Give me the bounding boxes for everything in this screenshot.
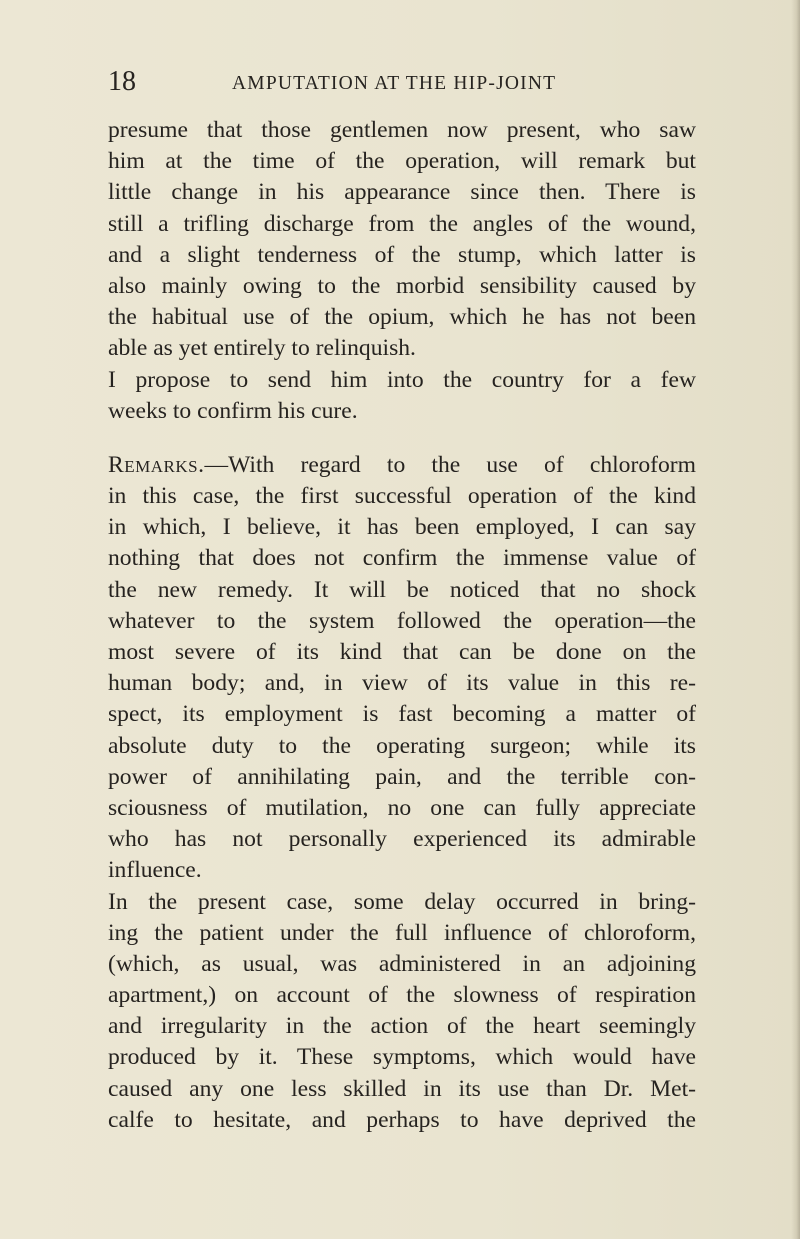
text-line: spect, its employment is fast becoming a matter of [108, 701, 696, 728]
text-line [108, 450, 696, 481]
remarks-lead-in: Remarks. [108, 451, 205, 478]
text-line: absolute duty to the operating surgeon; while its [108, 732, 696, 759]
text-line: produced by it. These symptoms, which would have [108, 1044, 696, 1071]
text-line: him at the time of the operation, will remark but [108, 148, 696, 175]
running-head [108, 64, 696, 98]
page-edge-shadow [791, 0, 800, 1239]
text-fragment: —With regard to the use of chloroform [204, 451, 696, 478]
text-line: able as yet entirely to relinquish. [108, 335, 416, 362]
text-line: influence. [108, 857, 202, 884]
text-line: most severe of its kind that can be done on the [108, 639, 696, 665]
text-line: and a slight tenderness of the stump, which latter is [108, 241, 696, 268]
text-line: power of annihilating pain, and the terrible con- [108, 763, 696, 790]
text-line: in which, I believe, it has been employed, I can say [108, 514, 696, 541]
text-line: weeks to confirm his cure. [108, 397, 358, 424]
text-line: nothing that does not confirm the immense value of [108, 545, 696, 572]
text-line: whatever to the system followed the operation—the [108, 607, 696, 634]
text-line: the habitual use of the opium, which he has not been [108, 304, 696, 331]
text-line: In the present case, some delay occurred in bring- [108, 888, 696, 915]
text-line: little change in his appearance since then. There is [108, 179, 696, 206]
text-line: in this case, the first successful operation of the kind [108, 483, 696, 510]
text-line: still a trifling discharge from the angles of the wound, [108, 210, 696, 237]
running-title: AMPUTATION AT THE HIP-JOINT [232, 73, 557, 94]
text-line: apartment,) on account of the slowness of respiration [108, 982, 696, 1009]
text-line: calfe to hesitate, and perhaps to have deprived the [108, 1106, 696, 1133]
text-line: also mainly owing to the morbid sensibility caused by [108, 272, 696, 299]
paragraph-gap [108, 427, 696, 450]
text-line: sciousness of mutilation, no one can fully appreciate [108, 794, 696, 821]
page-number: 18 [108, 66, 136, 97]
text-line: ing the patient under the full influence of chloroform, [108, 919, 696, 946]
body-text [108, 115, 696, 1136]
text-line: who has not personally experienced its admirable [108, 826, 696, 853]
text-line: I propose to send him into the country for a few [108, 366, 696, 393]
text-line: the new remedy. It will be noticed that no shock [108, 576, 696, 603]
text-line: and irregularity in the action of the heart seemingly [108, 1013, 696, 1040]
text-line: caused any one less skilled in its use than Dr. Met- [108, 1075, 696, 1102]
text-line: (which, as usual, was administered in an adjoining [108, 950, 696, 977]
text-line: human body; and, in view of its value in this re- [108, 670, 696, 697]
text-line: presume that those gentlemen now present, who saw [108, 117, 696, 143]
